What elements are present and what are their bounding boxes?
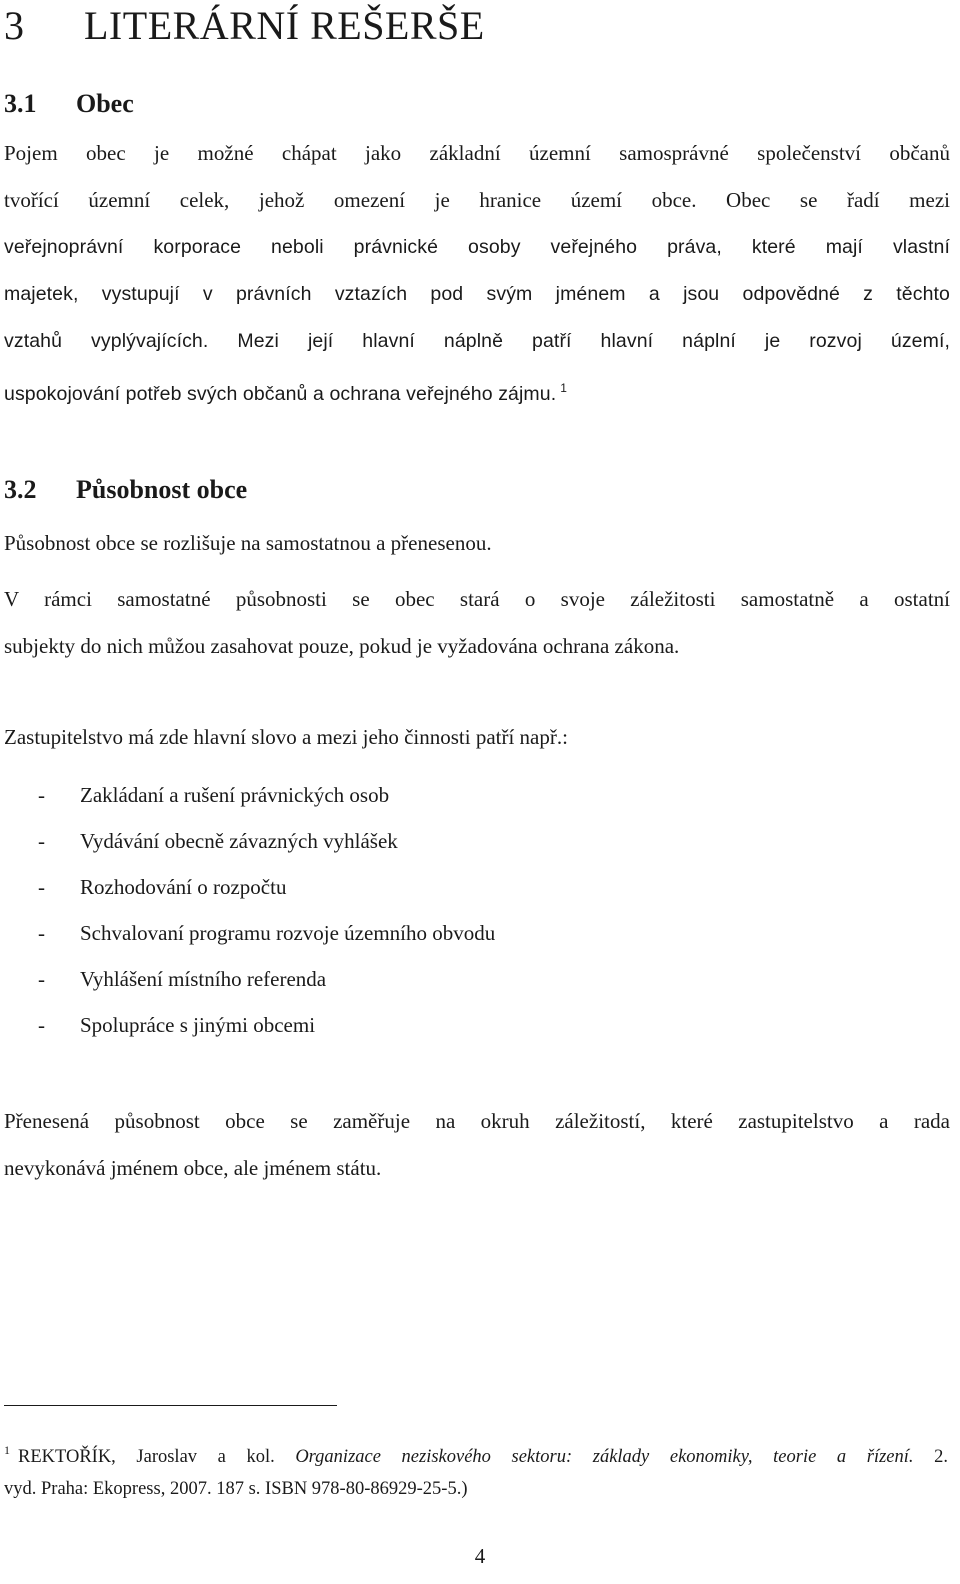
chapter-heading	[4, 2, 485, 50]
list-marker: -	[38, 829, 45, 853]
paragraph-line-text: uspokojování potřeb svých občanů a ochrana veřejného zájmu.	[4, 383, 557, 405]
paragraph-line: veřejnoprávní korporace neboli právnické osoby veřejného práva, které mají vlastní	[4, 236, 950, 258]
footnote-separator	[4, 1405, 337, 1406]
obec-paragraph	[4, 130, 950, 418]
paragraph-line: Přenesená působnost obce se zaměřuje na okruh záležitostí, které zastupitelstvo a rada	[4, 1109, 950, 1133]
section-number: 3.1	[4, 89, 37, 118]
paragraph-line: tvořící územní celek, jehož omezení je hranice území obce. Obec se řadí mezi	[4, 188, 950, 212]
paragraph-line: majetek, vystupují v právních vztazích pod svým jménem a jsou odpovědné z těchto	[4, 283, 950, 305]
list-item-text: Spolupráce s jinými obcemi	[80, 1013, 316, 1037]
list-item-text: Rozhodování o rozpočtu	[80, 875, 287, 899]
list-marker: -	[38, 783, 45, 807]
section-heading-obec	[4, 88, 134, 120]
list-item-text: Vyhlášení místního referenda	[80, 967, 327, 991]
list-item-text: Vydávání obecně závazných vyhlášek	[80, 829, 398, 853]
list-item	[4, 818, 495, 864]
paragraph-line: subjekty do nich můžou zasahovat pouze, pokud je vyžadována ochrana zákona.	[4, 634, 680, 658]
footnote-reference[interactable]: 1	[560, 381, 568, 395]
footnote-line	[4, 1434, 948, 1473]
list-item	[4, 1002, 495, 1048]
section-title: Působnost obce	[76, 475, 248, 504]
footnote-edition: 2.	[934, 1447, 948, 1467]
pusobnost-intro: Působnost obce se rozlišuje na samostatnou a přenesenou.	[4, 531, 492, 555]
prenesena-paragraph	[4, 1098, 950, 1192]
paragraph-line: V rámci samostatné působnosti se obec stará o svoje záležitosti samostatně a ostatní	[4, 587, 950, 611]
samostatna-paragraph	[4, 576, 950, 670]
footnote-publication: vyd. Praha: Ekopress, 2007. 187 s. ISBN 978-80-86929-25-5.)	[4, 1479, 468, 1499]
paragraph-line: Pojem obec je možné chápat jako základní územní samosprávné společenství občanů	[4, 141, 950, 165]
list-marker: -	[38, 921, 45, 945]
footnote	[4, 1434, 948, 1505]
chapter-number: 3	[4, 3, 25, 48]
footnote-title: Organizace neziskového sektoru: základy ekonomiky, teorie a řízení.	[295, 1447, 914, 1467]
list-item-text: Schvalovaní programu rozvoje územního obvodu	[80, 921, 496, 945]
list-marker: -	[38, 967, 45, 991]
list-item-text: Zakládaní a rušení právnických osob	[80, 783, 390, 807]
section-heading-pusobnost	[4, 474, 247, 506]
duties-list	[4, 772, 495, 1048]
zastupitelstvo-paragraph: Zastupitelstvo má zde hlavní slovo a mezi jeho činnosti patří např.:	[4, 725, 568, 749]
list-item	[4, 910, 495, 956]
list-marker: -	[38, 875, 45, 899]
paragraph-line: vztahů vyplývajících. Mezi její hlavní náplně patří hlavní náplní je rozvoj území,	[4, 330, 950, 352]
list-item	[4, 956, 495, 1002]
footnote-marker: 1	[4, 1443, 10, 1457]
section-title: Obec	[76, 89, 134, 118]
section-number: 3.2	[4, 475, 37, 504]
chapter-title: LITERÁRNÍ REŠERŠE	[84, 3, 485, 48]
footnote-author: REKTOŘÍK, Jaroslav a kol.	[18, 1447, 275, 1467]
list-marker: -	[38, 1013, 45, 1037]
paragraph-line: nevykonává jménem obce, ale jménem státu.	[4, 1156, 382, 1180]
paragraph-line-last	[4, 365, 950, 418]
page-number: 4	[474, 1544, 486, 1568]
list-item	[4, 864, 495, 910]
list-item	[4, 772, 495, 818]
